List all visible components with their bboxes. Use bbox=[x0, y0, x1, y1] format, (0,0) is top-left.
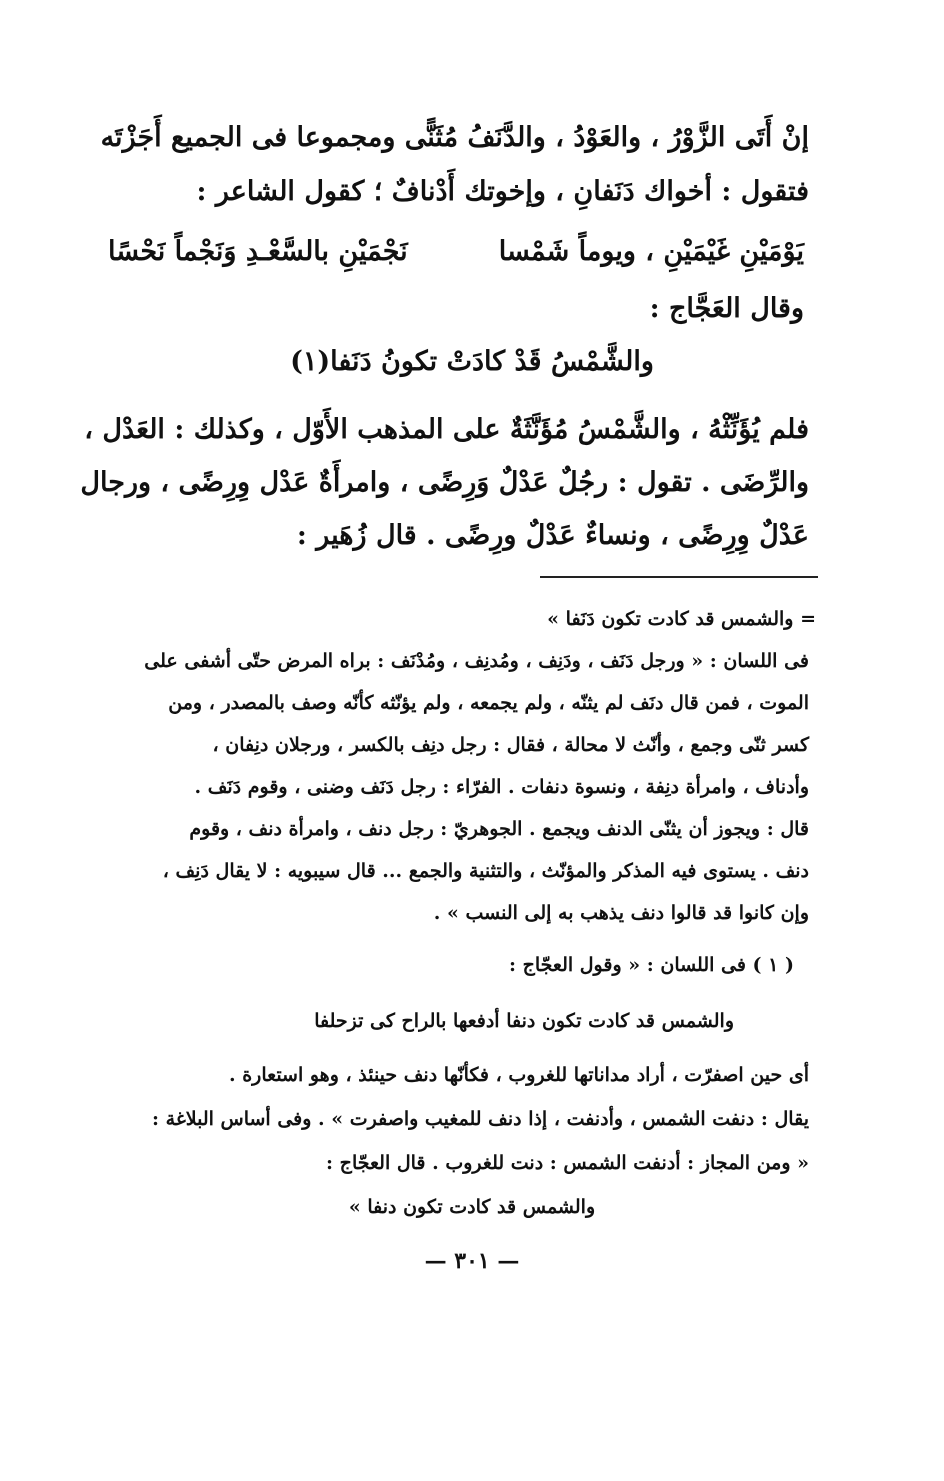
footnote-line-12: يقال : دنفت الشمس ، وأدنفت ، إذا دنف للمغيب واصفرت » . وفى أساس البلاغة : bbox=[152, 1108, 809, 1130]
body-line-6: فلم يُؤَنِّثْهُ ، والشَّمْسُ مُؤَنَّثَةٌ على المذهب الأَوّل ، وكذلك : العَدْل ، bbox=[84, 414, 809, 445]
footnote-line-1: = والشمس قد كادت تكون دَنَفا » bbox=[547, 608, 816, 630]
footnote-line-3: الموت ، فمن قال دنَف لم يثنّه ، ولم يجمعه ، ولم يؤنّثه كأنّه وصف بالمصدر ، ومن bbox=[168, 692, 809, 714]
page-number: — ٣٠١ — bbox=[424, 1248, 520, 1274]
body-line-1: إنْ أَتَى الزَّوْرُ ، والعَوْدُ ، والدَّنَفُ مُثَنًّى ومجموعا فى الجميع أَجَزْتَه bbox=[100, 122, 809, 153]
footnote-line-2: فى اللسان : « ورجل دَنَف ، ودَنِف ، ومُدنِف ، ومُدْنَف : براه المرض حتّى أشفى على bbox=[144, 650, 809, 672]
footnote-line-14: والشمس قد كادت تكون دنفا » bbox=[348, 1196, 596, 1218]
footnote-line-6: قال : ويجوز أن يثنّى الدنف ويجمع . الجوهريّ : رجل دنف ، وامرأة دنف ، وقوم bbox=[189, 818, 809, 840]
footnote-line-11: أى حين اصفرّت ، أراد مداناتها للغروب ، فكأنّها دنف حينئذ ، وهو استعارة . bbox=[229, 1064, 809, 1086]
body-line-8: عَدْلٌ وِرِضًى ، ونساءٌ عَدْلٌ ورِضًى . قال زُهَير : bbox=[296, 520, 809, 551]
verse-2: والشَّمْسُ قَدْ كادَتْ تكونُ دَنَفا(١) bbox=[290, 346, 654, 377]
footnote-separator bbox=[540, 576, 818, 578]
body-line-7: والرِّضَى . تقول : رجُلٌ عَدْلٌ وَرِضًى ، وامرأَةٌ عَدْل وِرِضًى ، ورجال bbox=[80, 467, 809, 498]
footnote-line-7: دنف . يستوى فيه المذكر والمؤنّث ، والتثنية والجمع ... قال سيبويه : لا يقال دَنِف ، bbox=[162, 860, 809, 882]
footnote-line-8: وإن كانوا قد قالوا دنف يذهب به إلى النسب » . bbox=[433, 902, 809, 924]
footnote-line-5: وأدناف ، وامرأة دنِفة ، ونسوة دنفات . الفرّاء : رجل دَنَف وضنى ، وقوم دَنَف . bbox=[194, 776, 809, 798]
verse-1-second-hemistich: نَجْمَيْنِ بالسَّعْـدِ وَنَجْماً نَحْسًا bbox=[108, 236, 408, 267]
body-line-2: فتقول : أخواك دَنَفانِ ، وإخوتك أَدْنافٌ ؛ كقول الشاعر : bbox=[196, 176, 809, 207]
footnote-line-13: « ومن المجاز : أدنفت الشمس : دنت للغروب . قال العجّاج : bbox=[326, 1152, 809, 1174]
footnote-line-10: والشمس قد كادت تكون دنفا أدفعها بالراح كى تزحلفا bbox=[314, 1010, 734, 1032]
footnote-line-9: ( ١ ) فى اللسان : « وقول العجّاج : bbox=[508, 954, 794, 976]
verse-1-first-hemistich: يَوْمَيْنِ غَيْمَيْنِ ، ويوماً شَمْسا bbox=[498, 236, 804, 267]
body-line-4: وقال العَجَّاج : bbox=[649, 293, 804, 324]
footnote-line-4: كسر ثنّى وجمع ، وأنّث لا محالة ، فقال : رجل دنِف بالكسر ، ورجلان دنِفان ، bbox=[212, 734, 809, 756]
